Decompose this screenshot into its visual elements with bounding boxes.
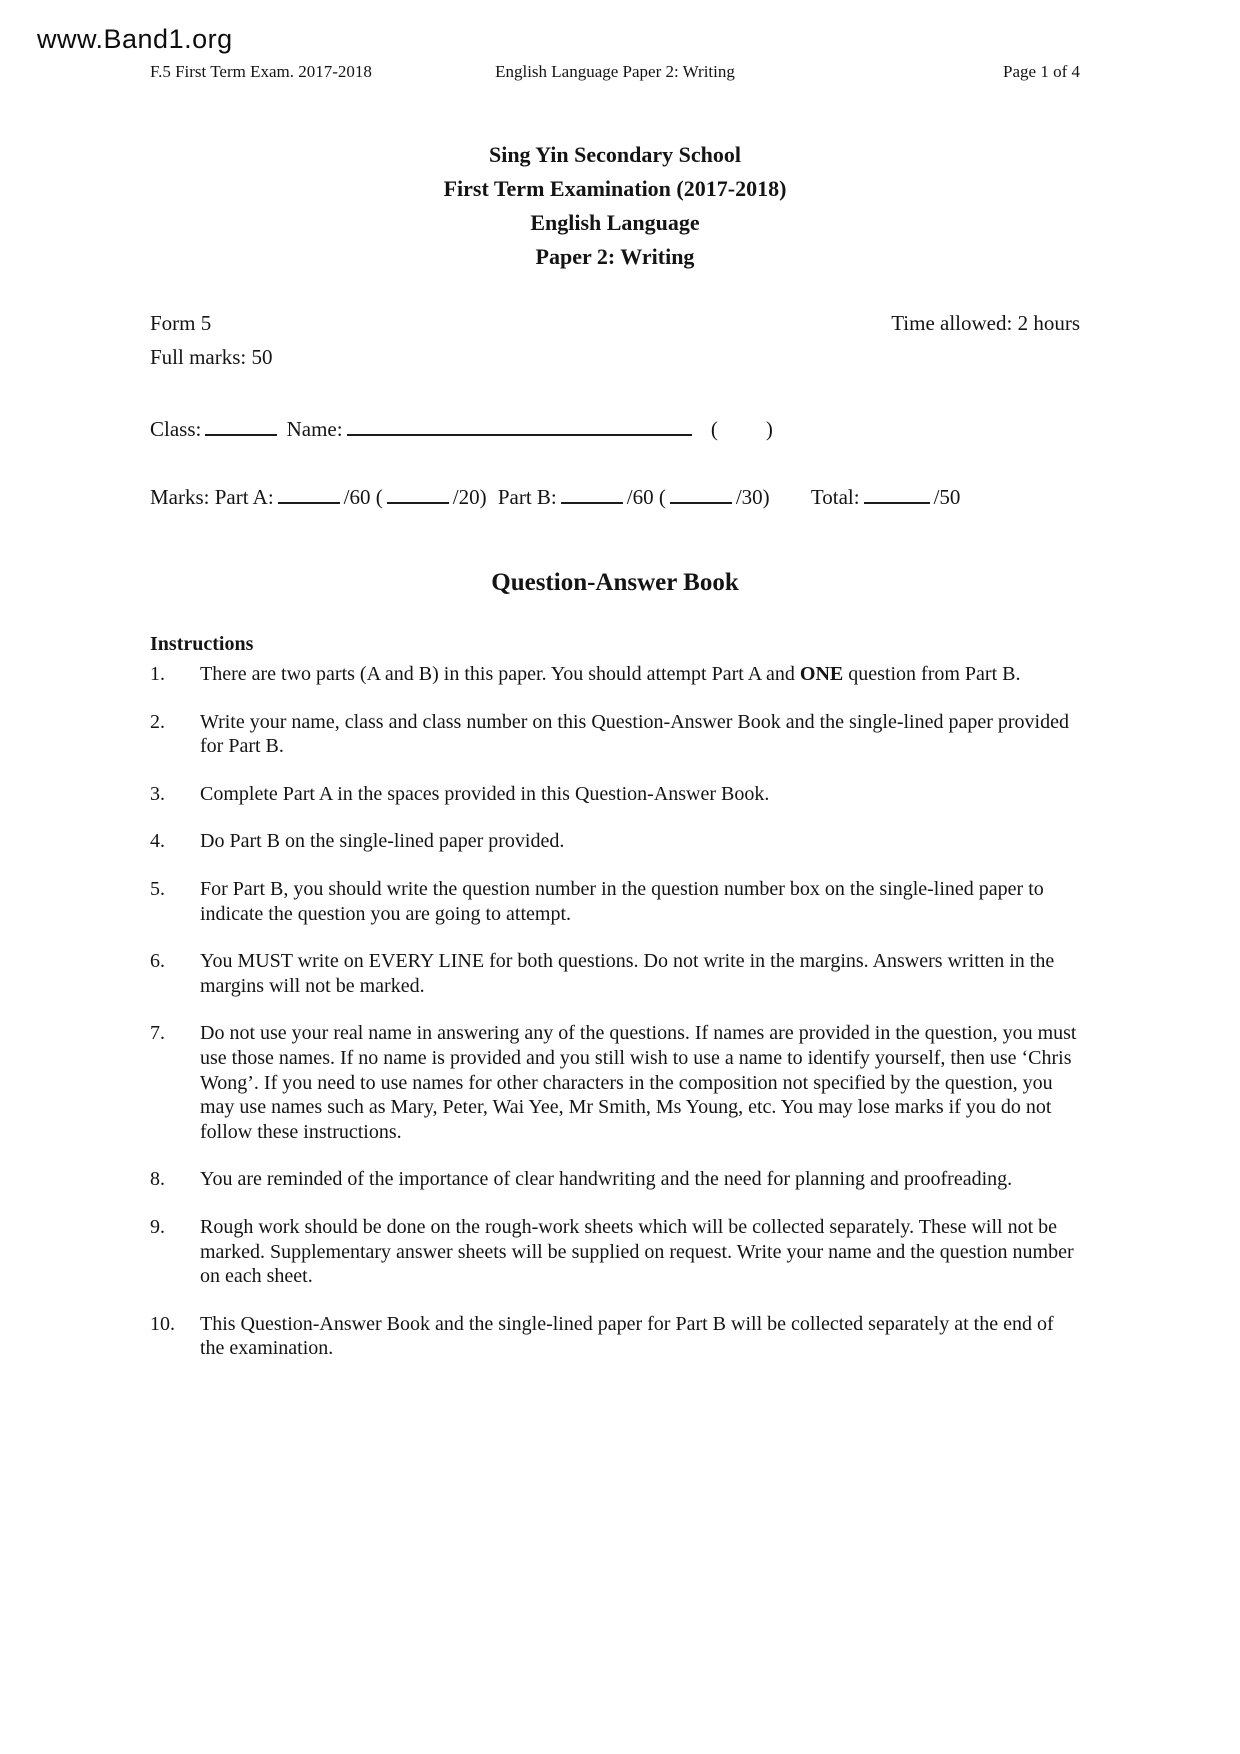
instruction-text: You are reminded of the importance of clear handwriting and the need for planning and proofreading. (200, 1168, 1013, 1191)
paper-title: Paper 2: Writing (535, 244, 695, 269)
instruction-item (150, 1312, 1080, 1361)
full-marks-label: Full marks: 50 (150, 345, 273, 369)
instruction-list (150, 662, 1080, 1361)
instruction-number: 4. (150, 830, 165, 853)
name-blank-field (347, 418, 692, 436)
instruction-text: You MUST write on EVERY LINE for both questions. Do not write in the margins. Answers written in the margins will not be marked. (200, 950, 1055, 997)
instruction-item (150, 1215, 1080, 1289)
instruction-item (150, 1167, 1080, 1192)
instruction-number: 5. (150, 877, 165, 900)
header-exam-name: F.5 First Term Exam. 2017-2018 (150, 62, 372, 81)
instruction-item (150, 949, 1080, 998)
instruction-text: This Question-Answer Book and the single-lined paper for Part B will be collected separately at the end of the examination. (200, 1312, 1054, 1360)
instruction-number: 10. (150, 1312, 175, 1335)
website-watermark: www.Band1.org (37, 24, 233, 54)
school-name: Sing Yin Secondary School (488, 142, 742, 167)
part-b-mark-blank (561, 486, 623, 504)
instructions-heading: Instructions (150, 633, 254, 655)
instruction-item (150, 782, 1080, 807)
instruction-number: 9. (150, 1215, 165, 1238)
name-label: Name: (286, 417, 343, 441)
class-number-paren-open: ( (710, 417, 718, 441)
part-a-sub-denominator: /20) (452, 485, 487, 509)
instruction-number: 6. (150, 950, 165, 973)
total-mark-blank (864, 486, 930, 504)
instruction-text: Do Part B on the single-lined paper provided. (200, 830, 565, 853)
class-label: Class: (150, 417, 202, 441)
instruction-item (150, 877, 1080, 926)
instruction-item (150, 829, 1080, 854)
instruction-text: Complete Part A in the spaces provided in this Question-Answer Book. (200, 782, 770, 805)
exam-title: First Term Examination (2017-2018) (443, 176, 787, 201)
marks-line (150, 482, 1080, 512)
section-title: Question-Answer Book (491, 569, 739, 596)
instruction-text: There are two parts (A and B) in this paper. You should attempt Part A and ONE question from Part B. (200, 663, 1021, 685)
header-paper-name: English Language Paper 2: Writing (495, 62, 735, 81)
marks-part-a-label: Marks: Part A: (150, 485, 274, 509)
part-b-sub-blank (670, 486, 732, 504)
total-denominator: /50 (933, 485, 961, 509)
instruction-text: Rough work should be done on the rough-work sheets which will be collected separately. These will not be marked. Supplementary answer sheets will be supplied on request. Write your name and the question number on each sheet. (200, 1215, 1074, 1288)
student-info-line (150, 414, 1080, 444)
total-label: Total: (810, 485, 860, 509)
class-blank-field (205, 418, 277, 436)
exam-info-row (150, 310, 1080, 336)
instruction-number: 7. (150, 1022, 165, 1045)
instruction-number: 3. (150, 782, 165, 805)
instruction-text: Do not use your real name in answering any of the questions. If names are provided in the question, you must use those names. If no name is provided and you still wish to use a name to identify yourself, then use ‘Chris Wong’. If you need to use names for other characters in the composition not specified by the question, you may use names such as Mary, Peter, Wai Yee, Mr Smith, Ms Young, etc. You may lose marks if you do not follow these instructions. (200, 1022, 1077, 1143)
exam-page-content (150, 0, 1080, 1384)
instruction-text: For Part B, you should write the question number in the question number box on the single-lined paper to indicate the question you are going to attempt. (200, 877, 1044, 925)
part-a-denominator: /60 ( (343, 485, 383, 509)
marks-part-b-label: Part B: (497, 485, 557, 509)
instruction-text: Write your name, class and class number on this Question-Answer Book and the single-lined paper provided for Part B. (200, 710, 1069, 758)
subject-title: English Language (530, 210, 700, 235)
instruction-item (150, 710, 1080, 759)
instruction-item (150, 1021, 1080, 1144)
time-allowed-label: Time allowed: 2 hours (891, 311, 1080, 335)
part-a-sub-blank (387, 486, 449, 504)
instruction-number: 2. (150, 710, 165, 733)
title-block (150, 138, 1080, 274)
form-label: Form 5 (150, 311, 212, 335)
class-number-paren-close: ) (765, 417, 773, 441)
instruction-number: 1. (150, 663, 165, 685)
instruction-item (150, 662, 1080, 687)
part-b-sub-denominator: /30) (735, 485, 770, 509)
page-header (150, 62, 1080, 82)
header-page-number: Page 1 of 4 (1003, 62, 1080, 81)
part-b-denominator: /60 ( (626, 485, 666, 509)
instruction-number: 8. (150, 1168, 165, 1191)
part-a-mark-blank (278, 486, 340, 504)
